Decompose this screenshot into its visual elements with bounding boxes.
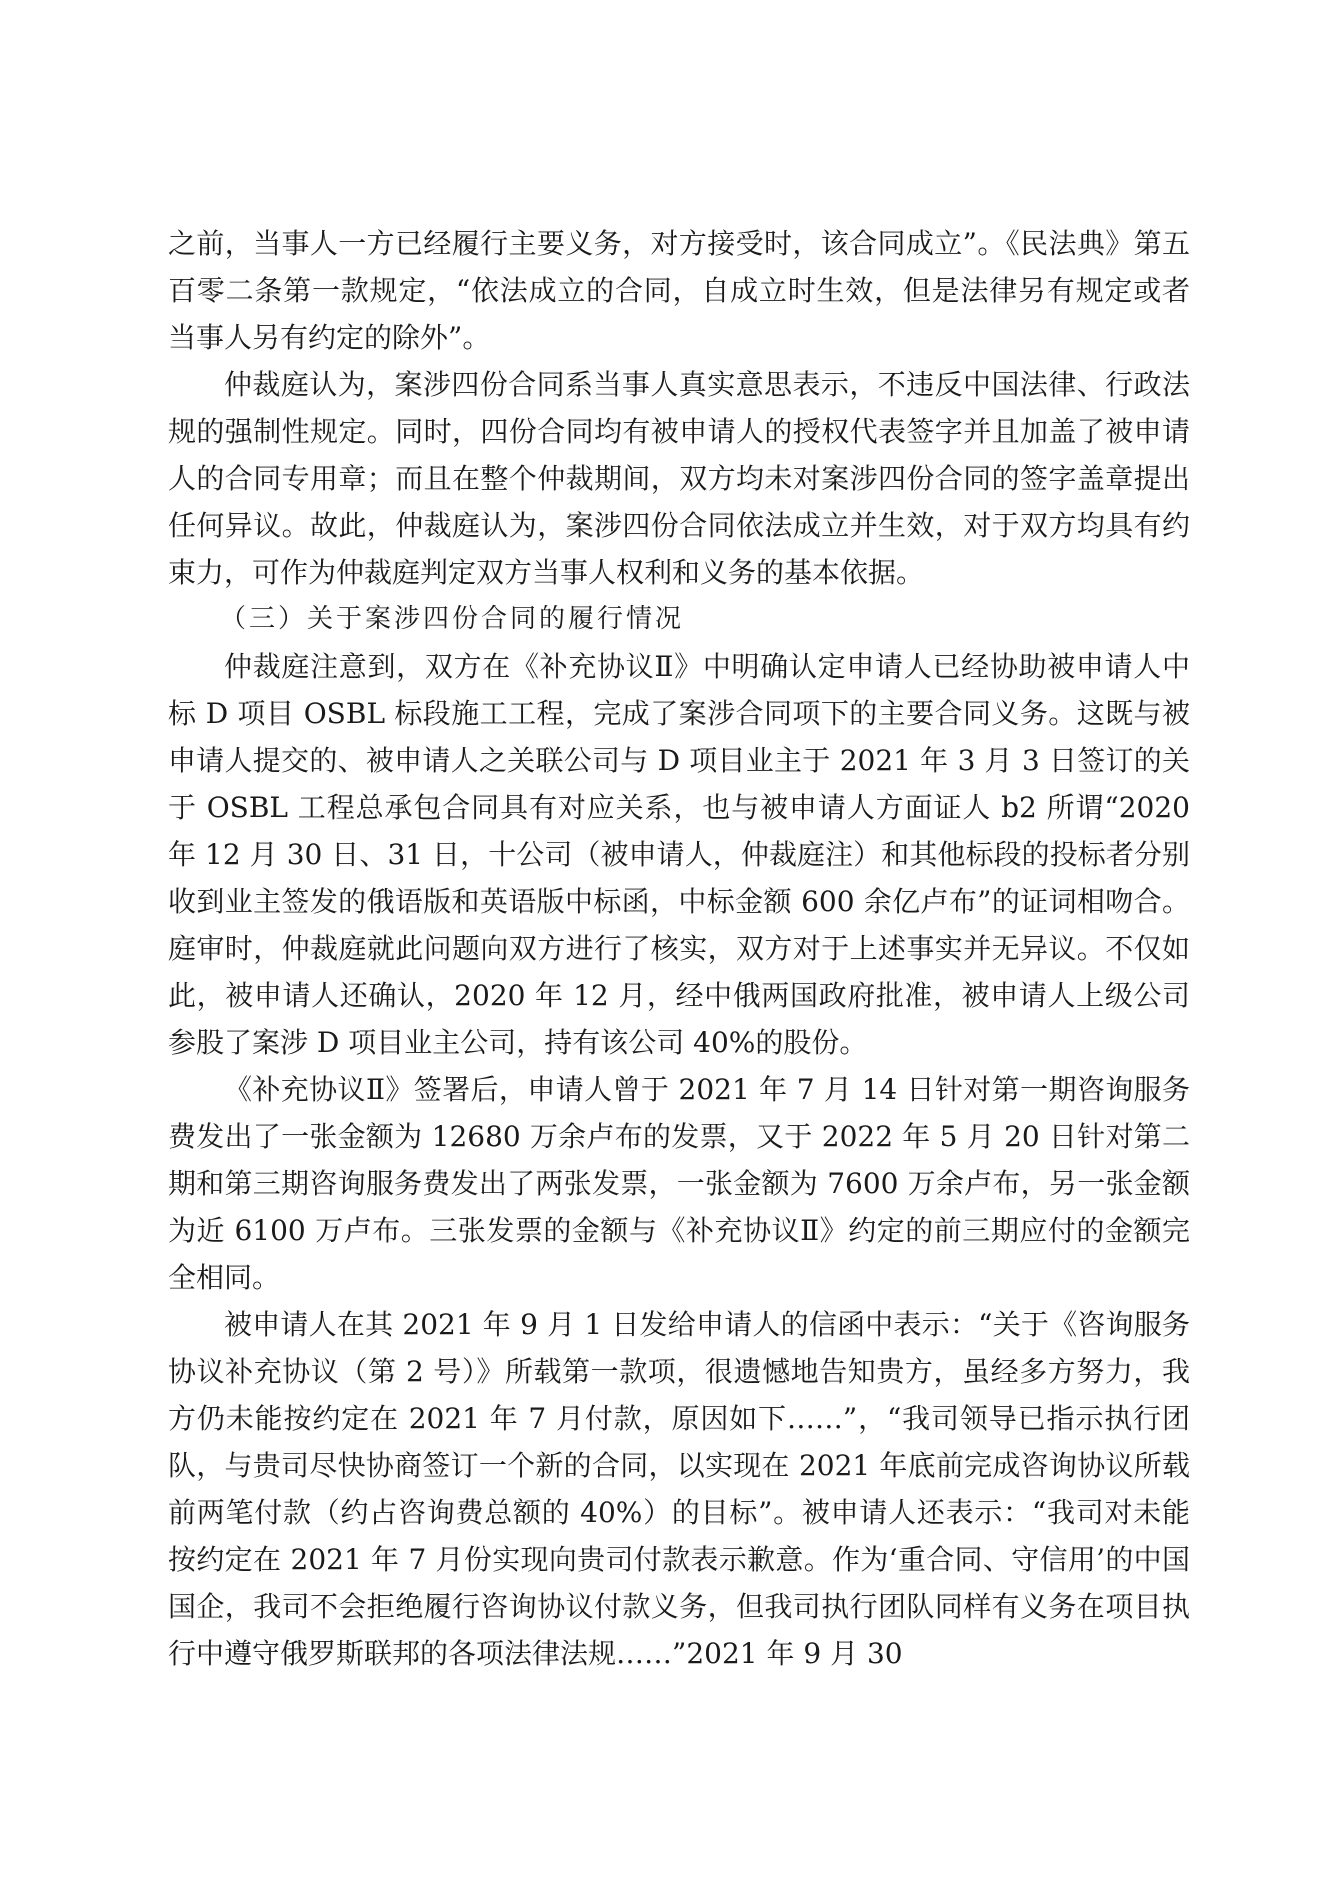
paragraph-3: 仲裁庭注意到，双方在《补充协议Ⅱ》中明确认定申请人已经协助被申请人中标 D 项目 OSBL 标段施工工程，完成了案涉合同项下的主要合同义务。这既与被申请人提交的、被申请人之关联公司与 D 项目业主于 2021 年 3 月 3 日签订的关于 OSBL 工程总承包合同具有对应关系，也与被申请人方面证人 b2 所谓“2020 年 12 月 30 日、31 日，十公司（被申请人，仲裁庭注）和其他标段的投标者分别收到业主签发的俄语版和英语版中标函，中标金额 600 余亿卢布”的证词相吻合。庭审时，仲裁庭就此问题向双方进行了核实，双方对于上述事实并无异议。不仅如此，被申请人还确认，2020 年 12 月，经中俄两国政府批准，被申请人上级公司参股了案涉 D 项目业主公司，持有该公司 40%的股份。: [168, 650, 1190, 1059]
paragraph-2: 仲裁庭认为，案涉四份合同系当事人真实意思表示，不违反中国法律、行政法规的强制性规定。同时，四份合同均有被申请人的授权代表签字并且加盖了被申请人的合同专用章；而且在整个仲裁期间，双方均未对案涉四份合同的签字盖章提出任何异议。故此，仲裁庭认为，案涉四份合同依法成立并生效，对于双方均具有约束力，可作为仲裁庭判定双方当事人权利和义务的基本依据。: [168, 368, 1190, 589]
document-body: [168, 220, 1190, 1677]
paragraph-5: 被申请人在其 2021 年 9 月 1 日发给申请人的信函中表示：“关于《咨询服务协议补充协议（第 2 号）》所载第一款项，很遗憾地告知贵方，虽经多方努力，我方仍未能按约定在 2021 年 7 月付款，原因如下……”，“我司领导已指示执行团队，与贵司尽快协商签订一个新的合同，以实现在 2021 年底前完成咨询协议所载前两笔付款（约占咨询费总额的 40%）的目标”。被申请人还表示：“我司对未能按约定在 2021 年 7 月份实现向贵司付款表示歉意。作为‘重合同、守信用’的中国国企，我司不会拒绝履行咨询协议付款义务，但我司执行团队同样有义务在项目执行中遵守俄罗斯联邦的各项法律法规……”2021 年 9 月 30: [168, 1308, 1190, 1670]
paragraph-4: 《补充协议Ⅱ》签署后，申请人曾于 2021 年 7 月 14 日针对第一期咨询服务费发出了一张金额为 12680 万余卢布的发票，又于 2022 年 5 月 20 日针对第二期和第三期咨询服务费发出了两张发票，一张金额为 7600 万余卢布，另一张金额为近 6100 万卢布。三张发票的金额与《补充协议Ⅱ》约定的前三期应付的金额完全相同。: [168, 1073, 1190, 1294]
paragraph-1: 之前，当事人一方已经履行主要义务，对方接受时，该合同成立”。《民法典》第五百零二条第一款规定，“依法成立的合同，自成立时生效，但是法律另有规定或者当事人另有约定的除外”。: [168, 227, 1190, 354]
section-heading: （三）关于案涉四份合同的履行情况: [220, 604, 685, 634]
